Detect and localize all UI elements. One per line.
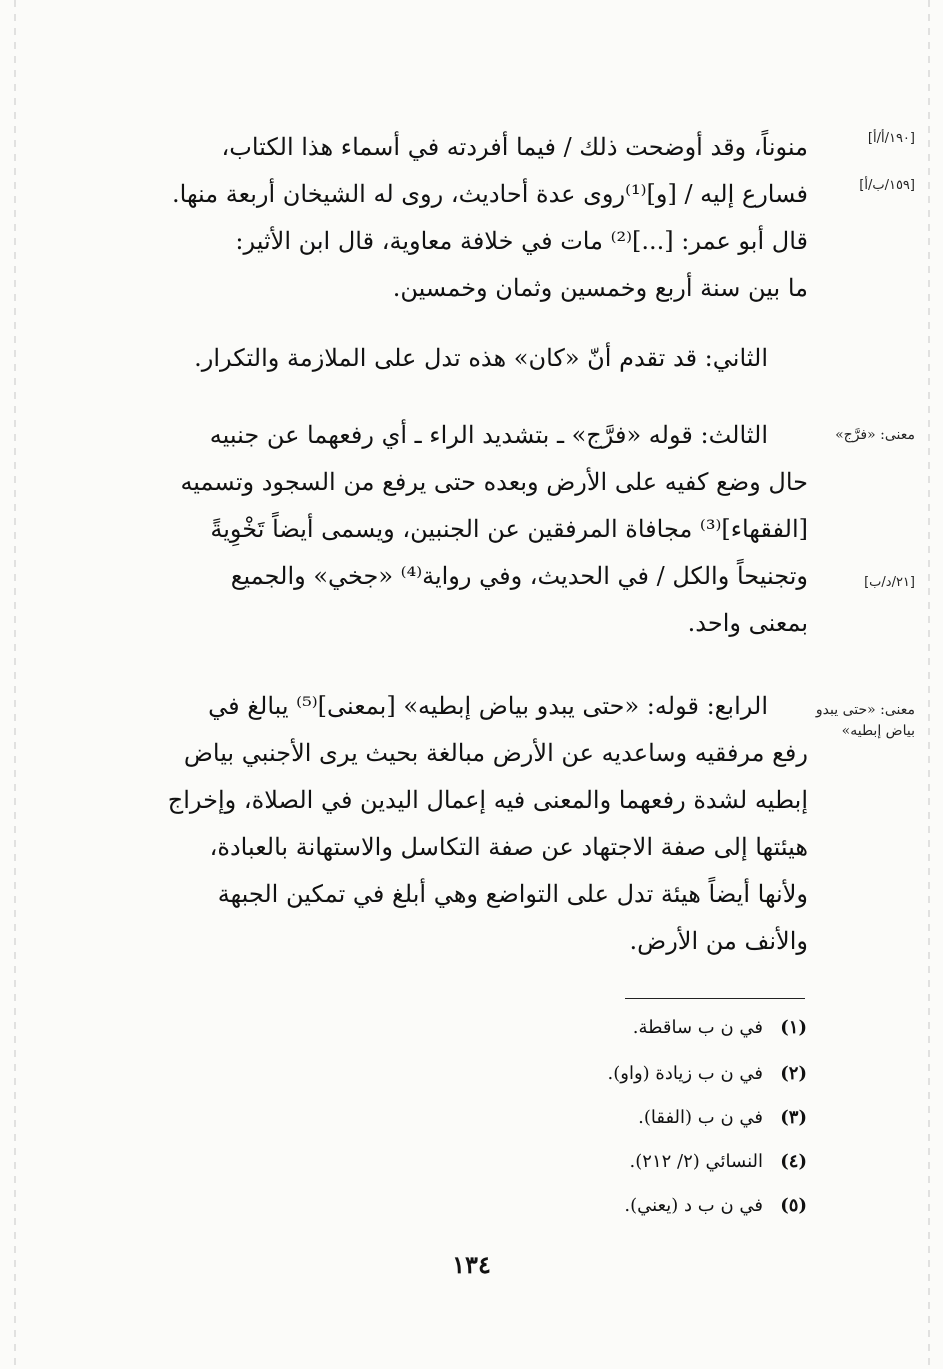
footnote xyxy=(633,1018,807,1038)
margin-ref: [١٥٩/ب/أ] xyxy=(859,178,915,193)
footnote-divider xyxy=(625,998,805,999)
footnote xyxy=(608,1064,807,1084)
margin-ref: [١٩٠/أ/أ] xyxy=(867,131,915,146)
footnote-number: (٣) xyxy=(780,1107,807,1128)
footnote-number: (٤) xyxy=(780,1151,807,1172)
margin-ref: [٢١/د/ب] xyxy=(864,575,915,590)
text-line: [الفقهاء]⁽³⁾ مجافاة المرفقين عن الجنبين، ويسمى أيضاً تَخْوِيةً xyxy=(210,515,808,543)
text-line: حال وضع كفيه على الأرض وبعده حتى يرفع من السجود وتسميه xyxy=(180,468,808,496)
text-line: رفع مرفقيه وساعديه عن الأرض مبالغة بحيث يرى الأجنبي بياض xyxy=(183,739,808,767)
paragraph-second xyxy=(128,335,808,382)
edge-shadow xyxy=(14,0,16,1369)
footnote-text: في ن ب ساقطة. xyxy=(632,1017,763,1038)
text-line: قال أبو عمر: [...]⁽²⁾ مات في خلافة معاوية، قال ابن الأثير: xyxy=(235,227,808,255)
text-line: الثالث: قوله «فرَّج» ـ بتشديد الراء ـ أي رفعهما عن جنبيه xyxy=(209,421,768,449)
footnote-text: في ن ب (الفقا). xyxy=(638,1107,763,1128)
text-line: بمعنى واحد. xyxy=(687,609,808,637)
footnote-number: (٥) xyxy=(780,1195,807,1216)
footnote-number: (٢) xyxy=(780,1063,807,1084)
footnote xyxy=(638,1108,807,1128)
text-line: ولأنها أيضاً هيئة تدل على التواضع وهي أبلغ في تمكين الجبهة xyxy=(217,880,808,908)
paragraph-fourth xyxy=(128,683,808,965)
text-line: منوناً، وقد أوضحت ذلك / فيما أفردته في أسماء هذا الكتاب، xyxy=(221,133,808,161)
text-line: والأنف من الأرض. xyxy=(629,927,808,955)
text-line: الرابع: قوله: «حتى يبدو بياض إبطيه» [بمعنى]⁽⁵⁾ يبالغ في xyxy=(208,692,768,720)
text-line: ما بين سنة أربع وخمسين وثمان وخمسين. xyxy=(392,274,808,302)
text-line: هيئتها إلى صفة الاجتهاد عن صفة التكاسل والاستهانة بالعبادة، xyxy=(209,833,808,861)
footnote-number: (١) xyxy=(780,1017,807,1038)
text-line: إبطيه لشدة رفعهما والمعنى فيه إعمال اليدين في الصلاة، وإخراج xyxy=(167,786,808,814)
text-line: الثاني: قد تقدم أنّ «كان» هذه تدل على الملازمة والتكرار. xyxy=(194,344,768,372)
paragraph-third xyxy=(128,412,808,647)
text-line: وتجنيحاً والكل / في الحديث، وفي رواية⁽⁴⁾ «جخي» والجميع xyxy=(230,562,808,590)
margin-note: معنى: «حتى يبدو بياض إبطيه» xyxy=(815,702,915,739)
margin-note: معنى: «فرَّج» xyxy=(835,427,915,443)
footnote-text: في ن ب زيادة (واو). xyxy=(607,1063,763,1084)
text-line: فسارع إليه / [و]⁽¹⁾روى عدة أحاديث، روى له الشيخان أربعة منها. xyxy=(172,180,808,208)
edge-shadow xyxy=(928,0,930,1369)
page-number: ١٣٤ xyxy=(452,1250,491,1279)
footnote xyxy=(630,1152,807,1172)
footnote-text: النسائي (٢/ ٢١٢). xyxy=(629,1151,763,1172)
footnote-text: في ن ب د (يعني). xyxy=(624,1195,763,1216)
paragraph-first xyxy=(128,124,808,312)
footnote xyxy=(624,1196,807,1216)
